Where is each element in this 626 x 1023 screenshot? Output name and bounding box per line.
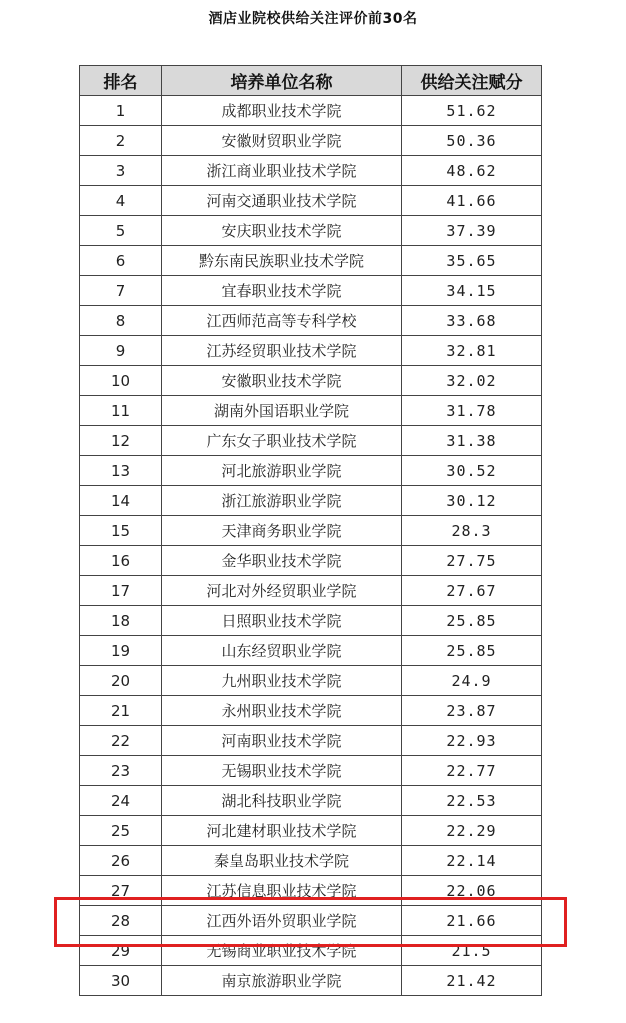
score-cell: 22.93 xyxy=(402,726,542,756)
rank-cell: 24 xyxy=(80,786,162,816)
table-row xyxy=(80,246,542,276)
rank-cell: 10 xyxy=(80,366,162,396)
institution-name-cell: 秦皇岛职业技术学院 xyxy=(162,846,402,876)
rank-cell: 25 xyxy=(80,816,162,846)
score-cell: 50.36 xyxy=(402,126,542,156)
table-row xyxy=(80,276,542,306)
header-institution-name: 培养单位名称 xyxy=(162,66,402,96)
institution-name-cell: 江苏经贸职业技术学院 xyxy=(162,336,402,366)
table-row xyxy=(80,966,542,996)
institution-name-cell: 九州职业技术学院 xyxy=(162,666,402,696)
rank-cell: 8 xyxy=(80,306,162,336)
table-row xyxy=(80,186,542,216)
table-row xyxy=(80,846,542,876)
table-row xyxy=(80,126,542,156)
institution-name-cell: 江西师范高等专科学校 xyxy=(162,306,402,336)
institution-name-cell: 江苏信息职业技术学院 xyxy=(162,876,402,906)
table-row xyxy=(80,216,542,246)
rank-cell: 13 xyxy=(80,456,162,486)
score-cell: 37.39 xyxy=(402,216,542,246)
rank-cell: 30 xyxy=(80,966,162,996)
institution-name-cell: 浙江旅游职业学院 xyxy=(162,486,402,516)
rank-cell: 22 xyxy=(80,726,162,756)
institution-name-cell: 金华职业技术学院 xyxy=(162,546,402,576)
ranking-table xyxy=(79,65,542,996)
table-row xyxy=(80,936,542,966)
table-row xyxy=(80,156,542,186)
rank-cell: 3 xyxy=(80,156,162,186)
rank-cell: 14 xyxy=(80,486,162,516)
institution-name-cell: 无锡职业技术学院 xyxy=(162,756,402,786)
header-rank: 排名 xyxy=(80,66,162,96)
table-row xyxy=(80,336,542,366)
table-row xyxy=(80,786,542,816)
table-row xyxy=(80,306,542,336)
table-row xyxy=(80,756,542,786)
score-cell: 21.42 xyxy=(402,966,542,996)
table-body xyxy=(80,96,542,996)
table-row xyxy=(80,516,542,546)
institution-name-cell: 浙江商业职业技术学院 xyxy=(162,156,402,186)
rank-cell: 21 xyxy=(80,696,162,726)
rank-cell: 7 xyxy=(80,276,162,306)
table-row xyxy=(80,906,542,936)
score-cell: 27.67 xyxy=(402,576,542,606)
institution-name-cell: 宜春职业技术学院 xyxy=(162,276,402,306)
institution-name-cell: 成都职业技术学院 xyxy=(162,96,402,126)
table-row xyxy=(80,366,542,396)
institution-name-cell: 河南交通职业技术学院 xyxy=(162,186,402,216)
rank-cell: 18 xyxy=(80,606,162,636)
table-row xyxy=(80,816,542,846)
score-cell: 22.77 xyxy=(402,756,542,786)
institution-name-cell: 河北建材职业技术学院 xyxy=(162,816,402,846)
score-cell: 22.53 xyxy=(402,786,542,816)
score-cell: 32.81 xyxy=(402,336,542,366)
score-cell: 51.62 xyxy=(402,96,542,126)
institution-name-cell: 天津商务职业学院 xyxy=(162,516,402,546)
score-cell: 32.02 xyxy=(402,366,542,396)
institution-name-cell: 广东女子职业技术学院 xyxy=(162,426,402,456)
rank-cell: 23 xyxy=(80,756,162,786)
table-row xyxy=(80,396,542,426)
rank-cell: 5 xyxy=(80,216,162,246)
rank-cell: 29 xyxy=(80,936,162,966)
rank-cell: 20 xyxy=(80,666,162,696)
table-row xyxy=(80,666,542,696)
rank-cell: 6 xyxy=(80,246,162,276)
table-header-row xyxy=(80,66,542,96)
rank-cell: 4 xyxy=(80,186,162,216)
table-row xyxy=(80,606,542,636)
institution-name-cell: 河北对外经贸职业学院 xyxy=(162,576,402,606)
score-cell: 30.12 xyxy=(402,486,542,516)
rank-cell: 1 xyxy=(80,96,162,126)
rank-cell: 9 xyxy=(80,336,162,366)
score-cell: 25.85 xyxy=(402,606,542,636)
rank-cell: 15 xyxy=(80,516,162,546)
table-row xyxy=(80,456,542,486)
institution-name-cell: 河北旅游职业学院 xyxy=(162,456,402,486)
rank-cell: 12 xyxy=(80,426,162,456)
header-supply-attention-score: 供给关注赋分 xyxy=(402,66,542,96)
score-cell: 22.29 xyxy=(402,816,542,846)
table-row xyxy=(80,876,542,906)
score-cell: 30.52 xyxy=(402,456,542,486)
institution-name-cell: 无锡商业职业技术学院 xyxy=(162,936,402,966)
institution-name-cell: 湖北科技职业学院 xyxy=(162,786,402,816)
score-cell: 22.06 xyxy=(402,876,542,906)
rank-cell: 17 xyxy=(80,576,162,606)
institution-name-cell: 永州职业技术学院 xyxy=(162,696,402,726)
table-row xyxy=(80,426,542,456)
score-cell: 31.78 xyxy=(402,396,542,426)
score-cell: 23.87 xyxy=(402,696,542,726)
rank-cell: 19 xyxy=(80,636,162,666)
rank-cell: 28 xyxy=(80,906,162,936)
score-cell: 31.38 xyxy=(402,426,542,456)
rank-cell: 2 xyxy=(80,126,162,156)
rank-cell: 16 xyxy=(80,546,162,576)
score-cell: 21.5 xyxy=(402,936,542,966)
page-title: 酒店业院校供给关注评价前30名 xyxy=(208,11,418,27)
score-cell: 24.9 xyxy=(402,666,542,696)
score-cell: 28.3 xyxy=(402,516,542,546)
score-cell: 35.65 xyxy=(402,246,542,276)
score-cell: 48.62 xyxy=(402,156,542,186)
institution-name-cell: 安徽财贸职业学院 xyxy=(162,126,402,156)
score-cell: 41.66 xyxy=(402,186,542,216)
institution-name-cell: 南京旅游职业学院 xyxy=(162,966,402,996)
table-row xyxy=(80,636,542,666)
table-row xyxy=(80,546,542,576)
institution-name-cell: 河南职业技术学院 xyxy=(162,726,402,756)
score-cell: 22.14 xyxy=(402,846,542,876)
rank-cell: 27 xyxy=(80,876,162,906)
institution-name-cell: 湖南外国语职业学院 xyxy=(162,396,402,426)
rank-cell: 26 xyxy=(80,846,162,876)
table-row xyxy=(80,576,542,606)
table-row xyxy=(80,726,542,756)
institution-name-cell: 日照职业技术学院 xyxy=(162,606,402,636)
institution-name-cell: 山东经贸职业学院 xyxy=(162,636,402,666)
institution-name-cell: 江西外语外贸职业学院 xyxy=(162,906,402,936)
institution-name-cell: 安徽职业技术学院 xyxy=(162,366,402,396)
rank-cell: 11 xyxy=(80,396,162,426)
score-cell: 25.85 xyxy=(402,636,542,666)
score-cell: 21.66 xyxy=(402,906,542,936)
score-cell: 34.15 xyxy=(402,276,542,306)
institution-name-cell: 黔东南民族职业技术学院 xyxy=(162,246,402,276)
score-cell: 33.68 xyxy=(402,306,542,336)
table-row xyxy=(80,696,542,726)
score-cell: 27.75 xyxy=(402,546,542,576)
table-row xyxy=(80,486,542,516)
table-row xyxy=(80,96,542,126)
institution-name-cell: 安庆职业技术学院 xyxy=(162,216,402,246)
